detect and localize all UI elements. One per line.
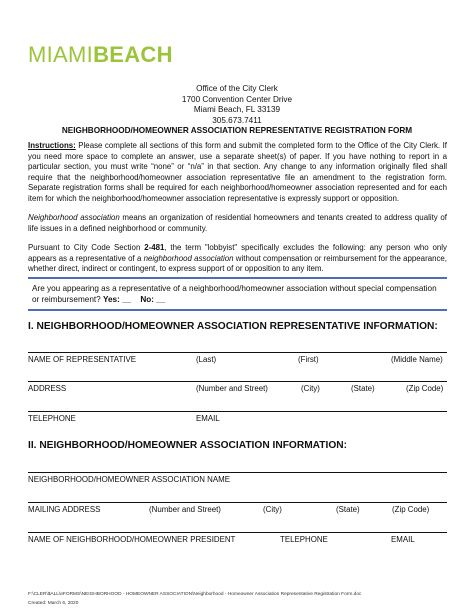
code-text-1: Pursuant to City Code Section [28,243,145,252]
code-section-paragraph [28,243,447,275]
president-email-label: EMAIL [391,535,415,544]
office-phone: 305.673.7411 [212,115,262,125]
divider-bottom [28,309,447,311]
first-label: (First) [298,355,319,364]
created-date: Created: March 6, 2020 [28,601,79,606]
number-street-label: (Number and Street) [196,384,268,393]
section-2-heading: II. NEIGHBORHOOD/HOMEOWNER ASSOCIATION INFORMATION: [28,440,348,451]
instructions-label: Instructions: [28,141,76,150]
office-address [0,84,474,126]
address-field-line[interactable] [28,381,447,382]
definition-text: means an organization of residential homeowners and tenants created to address quality of life issues in a defined neighborhood or community. [28,213,447,233]
definition-paragraph [28,213,447,234]
name-field-line[interactable] [28,352,447,353]
instructions-paragraph [28,141,447,204]
office-name: Office of the City Clerk [196,84,278,93]
code-term: neighborhood association [143,253,234,263]
code-section-number: 2-481 [144,243,165,252]
mailing-number-street-label: (Number and Street) [149,505,221,514]
city-label: (City) [301,384,320,393]
middle-label: (Middle Name) [391,355,443,364]
file-path: F:\CLER\$ALL\eFORMS\NEIGHBORHOOD - HOMEOWNER ASSOCIATION\Neighborhood - Homeowner Association Representative Registration Form.doc [28,592,362,597]
last-label: (Last) [196,355,217,364]
president-label: NAME OF NEIGHBORHOOD/HOMEOWNER PRESIDENT [28,535,236,544]
association-name-field-line[interactable] [28,472,447,473]
no-answer-field[interactable]: No: __ [140,294,166,304]
email-label: EMAIL [196,414,220,423]
zip-label: (Zip Code) [406,384,444,393]
name-label: NAME OF REPRESENTATIVE [28,355,136,364]
logo-text-miami: MIAMI [28,42,94,67]
code-text-2: , the term "lobbyist" specifically excludes the following: any person who only appears as a representative of a [28,243,447,263]
association-name-label: NEIGHBORHOOD/HOMEOWNER ASSOCIATION NAME [28,475,230,484]
president-field-line[interactable] [28,532,447,533]
form-title: NEIGHBORHOOD/HOMEOWNER ASSOCIATION REPRESENTATIVE REGISTRATION FORM [61,126,413,135]
telephone-label: TELEPHONE [28,414,76,423]
compensation-question [32,284,442,305]
definition-term: Neighborhood association [28,213,120,222]
divider-top [28,277,447,279]
code-text-3: without compensation or reimbursement for the appearance, whether direct, indirect or contingent, to express support of or opposition to any item. [28,253,447,273]
section-1-heading: I. NEIGHBORHOOD/HOMEOWNER ASSOCIATION REPRESENTATIVE INFORMATION: [28,321,438,332]
mailing-state-label: (State) [336,505,360,514]
president-telephone-label: TELEPHONE [280,535,328,544]
office-street: 1700 Convention Center Drive [181,94,293,104]
logo-text-beach: BEACH [93,42,173,67]
miami-beach-logo [28,44,173,66]
telephone-field-line[interactable] [28,411,447,412]
state-label: (State) [351,384,375,393]
yes-answer-field[interactable]: Yes: __ [103,294,132,304]
question-text: Are you appearing as a representative of a neighborhood/homeowner association without special compensation or reimbursement? [32,284,437,304]
address-label: ADDRESS [28,384,67,393]
office-city: Miami Beach, FL 33139 [193,105,281,115]
mailing-address-label: MAILING ADDRESS [28,505,101,514]
mailing-city-label: (City) [263,505,282,514]
mailing-zip-label: (Zip Code) [392,505,430,514]
instructions-text: Please complete all sections of this form and submit the completed form to the Office of the City Clerk. If you need more space to complete an answer, use a separate sheet(s) of paper. If you have nothing to report in a particular section, you must write “none” or “n/a” in that section. Any change to any information originally filed shall require that the neighborhood/homeowner association representative file an amendment to the registration form. Separate registration forms shall be required for each neighborhood/homeowner association represented and for each item for which the neighborhood/homeowner association representative is expressly support or opposition. [28,141,447,203]
mailing-address-field-line[interactable] [28,502,447,503]
